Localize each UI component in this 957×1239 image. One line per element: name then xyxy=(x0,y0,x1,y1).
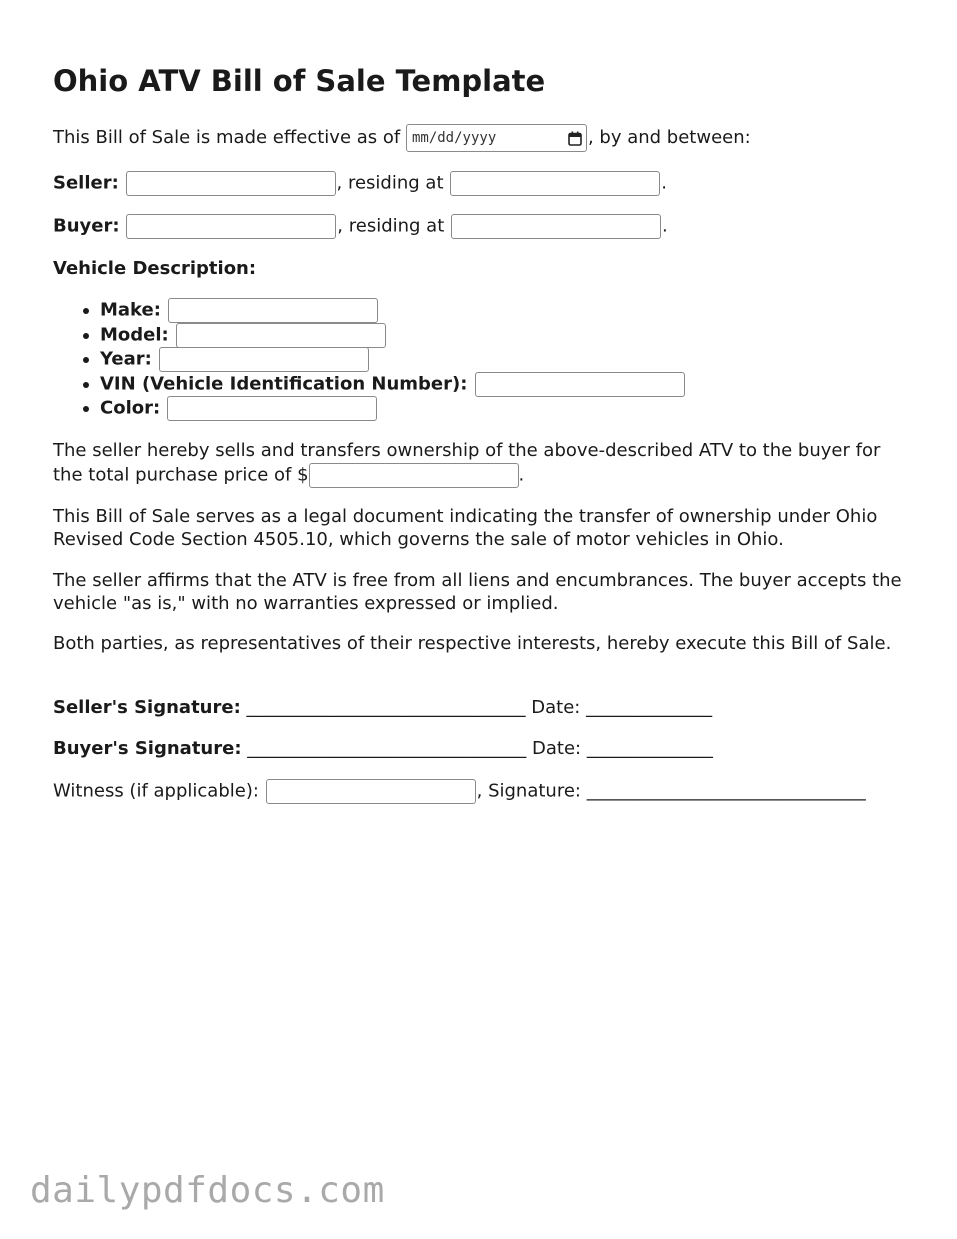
buyer-name-input[interactable] xyxy=(126,214,336,239)
model-label: Model: xyxy=(100,324,169,346)
buyer-signature-blank[interactable]: _______________________________ xyxy=(247,738,527,759)
buyer-signature-line xyxy=(53,738,713,760)
list-item xyxy=(100,323,686,348)
sale-text: The seller hereby sells and transfers ownership of the above-described ATV to the buyer for the total purchase price of $ xyxy=(53,440,881,485)
list-item xyxy=(100,396,686,421)
seller-residing-text: , residing at xyxy=(336,172,444,194)
seller-date-blank[interactable]: ______________ xyxy=(586,697,713,718)
seller-signature-blank[interactable]: _______________________________ xyxy=(246,697,526,718)
seller-line xyxy=(53,171,667,196)
witness-signature-blank[interactable]: _______________________________ xyxy=(586,780,866,802)
model-input[interactable] xyxy=(176,323,386,348)
buyer-residing-text: , residing at xyxy=(337,215,445,237)
sale-end: . xyxy=(518,464,525,485)
intro-suffix: , by and between: xyxy=(587,127,751,148)
legal-paragraph: This Bill of Sale serves as a legal document indicating the transfer of ownership under Ohio Revised Code Section 4505.10, which governs the sale of motor vehicles in Ohio. xyxy=(53,506,878,550)
vin-input[interactable] xyxy=(475,372,685,397)
year-label: Year: xyxy=(100,348,152,370)
page-title: Ohio ATV Bill of Sale Template xyxy=(53,64,546,98)
sale-paragraph xyxy=(53,440,913,488)
buyer-end: . xyxy=(662,215,668,237)
effective-date-input[interactable] xyxy=(406,124,587,152)
buyer-date-blank[interactable]: ______________ xyxy=(586,738,713,759)
seller-signature-line xyxy=(53,697,712,719)
buyer-signature-label: Buyer's Signature: xyxy=(53,738,242,759)
seller-end: . xyxy=(661,172,667,194)
vin-label: VIN (Vehicle Identification Number): xyxy=(100,373,468,395)
vehicle-heading-text: Vehicle Description: xyxy=(53,258,257,279)
affirm-paragraph: The seller affirms that the ATV is free from all liens and encumbrances. The buyer accepts the vehicle "as is," with no warranties expressed or implied. xyxy=(53,570,902,614)
buyer-label: Buyer: xyxy=(53,215,120,237)
list-item xyxy=(100,347,686,372)
execute-paragraph: Both parties, as representatives of their respective interests, hereby execute this Bill of Sale. xyxy=(53,633,892,654)
year-input[interactable] xyxy=(159,347,369,372)
seller-name-input[interactable] xyxy=(126,171,336,196)
color-input[interactable] xyxy=(167,396,377,421)
date-placeholder: mm/dd/yyyy xyxy=(411,130,497,146)
intro-line xyxy=(53,124,751,152)
buyer-line xyxy=(53,214,668,239)
purchase-price-input[interactable] xyxy=(309,463,519,488)
witness-name-input[interactable] xyxy=(266,779,476,804)
seller-address-input[interactable] xyxy=(450,171,660,196)
witness-label: Witness (if applicable): xyxy=(53,780,259,802)
list-item xyxy=(100,372,686,397)
seller-date-label: Date: xyxy=(531,697,581,718)
buyer-address-input[interactable] xyxy=(451,214,661,239)
witness-line xyxy=(53,779,866,804)
vehicle-list xyxy=(53,298,686,421)
make-label: Make: xyxy=(100,299,161,321)
color-label: Color: xyxy=(100,397,161,419)
calendar-icon[interactable] xyxy=(568,131,582,146)
intro-prefix: This Bill of Sale is made effective as of xyxy=(53,127,401,148)
watermark: dailypdfdocs.com xyxy=(30,1170,385,1211)
list-item xyxy=(100,298,686,323)
buyer-date-label: Date: xyxy=(532,738,582,759)
witness-signature-label: , Signature: xyxy=(476,780,581,802)
seller-label: Seller: xyxy=(53,172,119,194)
vehicle-heading xyxy=(53,258,256,280)
make-input[interactable] xyxy=(168,298,378,323)
seller-signature-label: Seller's Signature: xyxy=(53,697,241,718)
